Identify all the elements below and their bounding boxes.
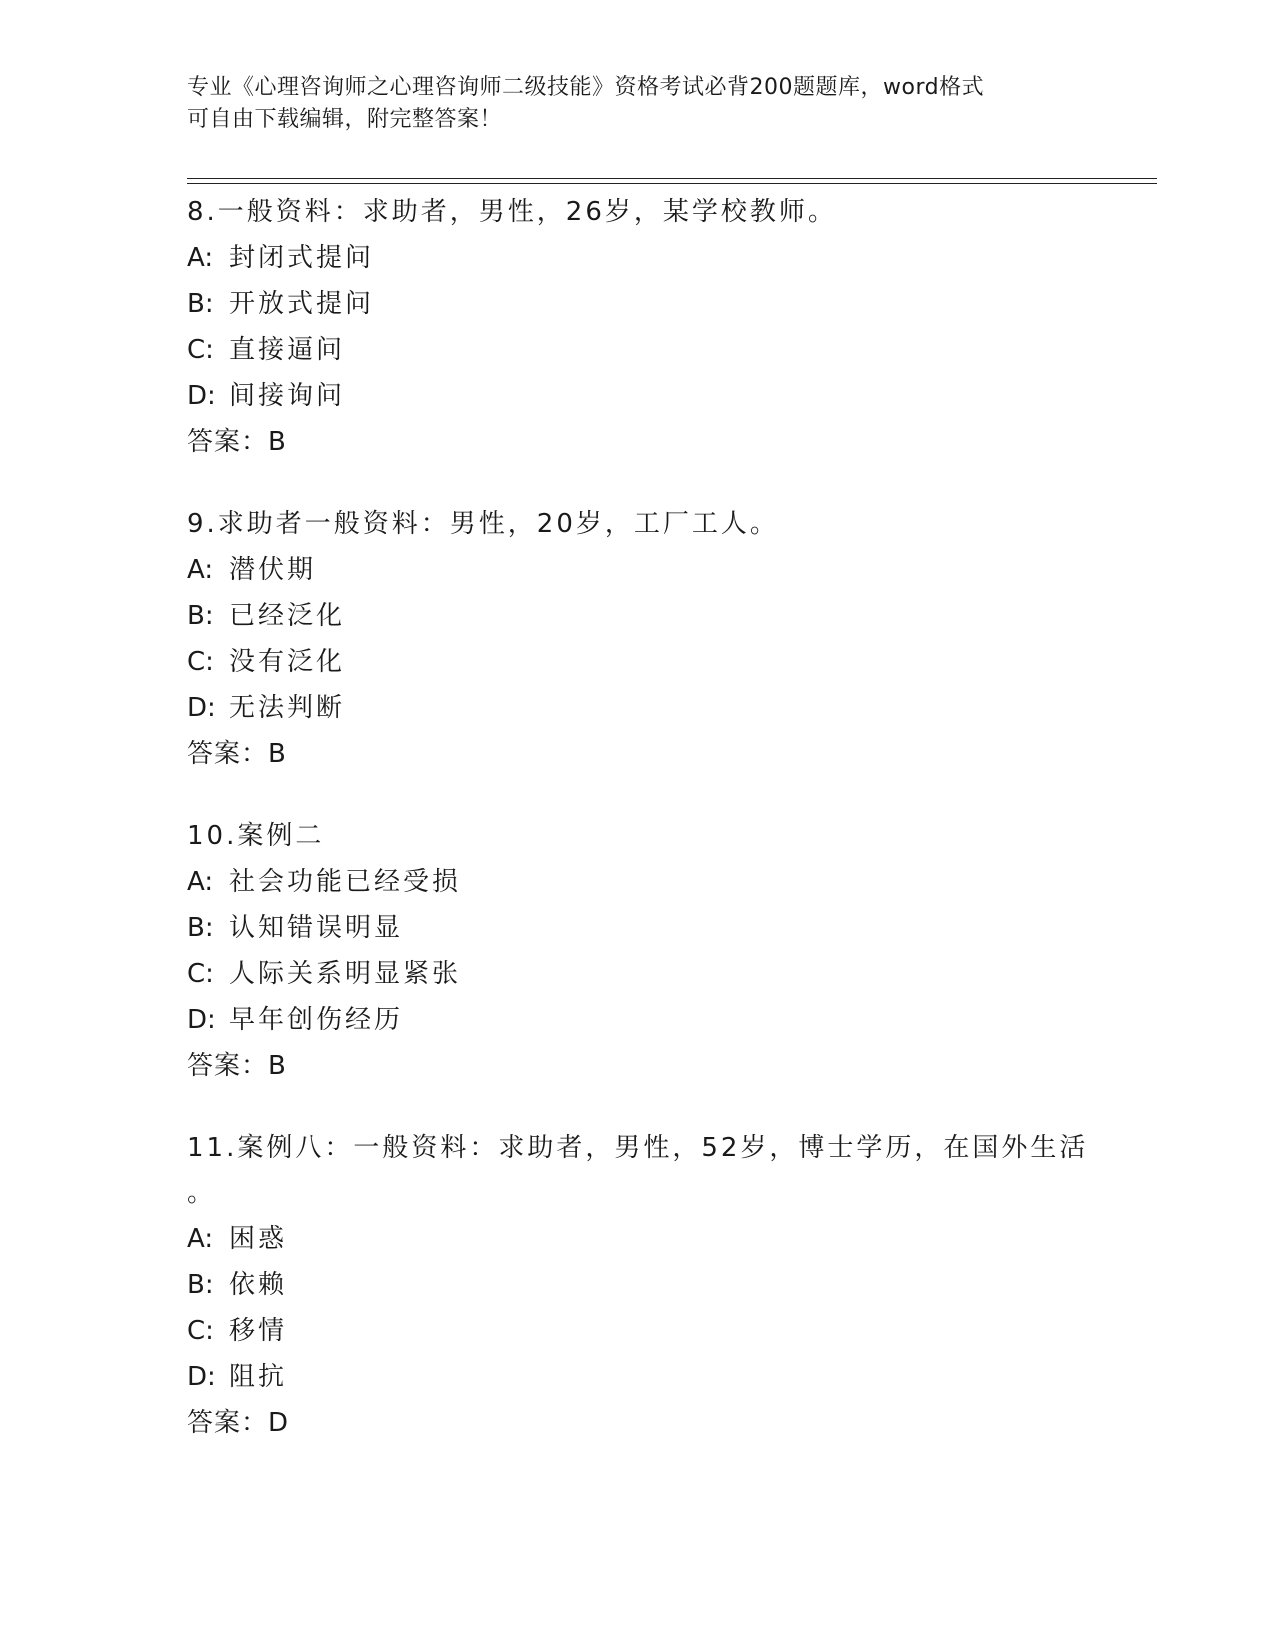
answer-value: D	[268, 1408, 289, 1438]
option-text: 潜伏期	[229, 555, 317, 585]
option-b	[187, 905, 1137, 951]
option-a	[187, 235, 1137, 281]
option-text: 没有泛化	[229, 647, 346, 677]
answer-line	[187, 419, 1137, 465]
option-letter: D:	[187, 381, 216, 411]
answer-line	[187, 731, 1137, 777]
question-9	[187, 502, 1137, 777]
answer-value: B	[268, 739, 286, 769]
question-8	[187, 190, 1137, 465]
option-letter: B:	[187, 601, 214, 631]
answer-label: 答案：	[187, 739, 269, 769]
option-text: 移情	[229, 1316, 288, 1346]
header-title-line-2: 可自由下载编辑，附完整答案！	[187, 107, 503, 132]
option-text: 早年创伤经历	[229, 1005, 404, 1035]
option-letter: A:	[187, 867, 214, 897]
option-letter: C:	[187, 959, 214, 989]
option-b	[187, 593, 1137, 639]
document-header	[187, 72, 1087, 136]
option-c	[187, 327, 1137, 373]
option-letter: C:	[187, 335, 214, 365]
option-text: 封闭式提问	[229, 243, 375, 273]
option-text: 人际关系明显紧张	[229, 959, 462, 989]
answer-label: 答案：	[187, 1051, 269, 1081]
option-text: 困惑	[229, 1224, 288, 1254]
option-text: 已经泛化	[229, 601, 346, 631]
question-11	[187, 1126, 1137, 1446]
option-d	[187, 685, 1137, 731]
option-text: 无法判断	[229, 693, 346, 723]
option-letter: C:	[187, 1316, 214, 1346]
option-c	[187, 1308, 1137, 1354]
option-text: 间接询问	[229, 381, 346, 411]
answer-label: 答案：	[187, 1408, 269, 1438]
option-b	[187, 1262, 1137, 1308]
header-divider-bottom	[187, 183, 1157, 184]
header-divider-top	[187, 178, 1157, 179]
option-text: 阻抗	[229, 1362, 288, 1392]
option-a	[187, 859, 1137, 905]
option-letter: D:	[187, 1362, 216, 1392]
option-letter: D:	[187, 1005, 216, 1035]
option-letter: A:	[187, 1224, 214, 1254]
question-stem: 9.求助者一般资料：男性，20岁，工厂工人。	[187, 509, 779, 539]
option-letter: B:	[187, 913, 214, 943]
option-d	[187, 1354, 1137, 1400]
option-letter: A:	[187, 243, 214, 273]
answer-value: B	[268, 1051, 286, 1081]
answer-line	[187, 1400, 1137, 1446]
option-letter: A:	[187, 555, 214, 585]
option-d	[187, 373, 1137, 419]
option-text: 依赖	[229, 1270, 288, 1300]
answer-label: 答案：	[187, 427, 269, 457]
header-title-line-1: 专业《心理咨询师之心理咨询师二级技能》资格考试必背200题题库，word格式	[187, 75, 985, 100]
question-stem: 10.案例二	[187, 821, 325, 851]
option-letter: B:	[187, 289, 214, 319]
option-letter: D:	[187, 693, 216, 723]
option-c	[187, 639, 1137, 685]
option-d	[187, 997, 1137, 1043]
question-10	[187, 814, 1137, 1089]
question-list	[187, 190, 1137, 1483]
answer-line	[187, 1043, 1137, 1089]
option-letter: B:	[187, 1270, 214, 1300]
answer-value: B	[268, 427, 286, 457]
question-stem-continuation: 。	[187, 1178, 217, 1208]
option-text: 开放式提问	[229, 289, 375, 319]
option-text: 认知错误明显	[229, 913, 404, 943]
option-text: 社会功能已经受损	[229, 867, 462, 897]
option-c	[187, 951, 1137, 997]
option-text: 直接逼问	[229, 335, 346, 365]
option-b	[187, 281, 1137, 327]
option-a	[187, 547, 1137, 593]
question-stem: 11.案例八：一般资料：求助者，男性，52岁，博士学历，在国外生活	[187, 1133, 1089, 1163]
option-letter: C:	[187, 647, 214, 677]
question-stem: 8.一般资料：求助者，男性，26岁，某学校教师。	[187, 197, 837, 227]
option-a	[187, 1216, 1137, 1262]
